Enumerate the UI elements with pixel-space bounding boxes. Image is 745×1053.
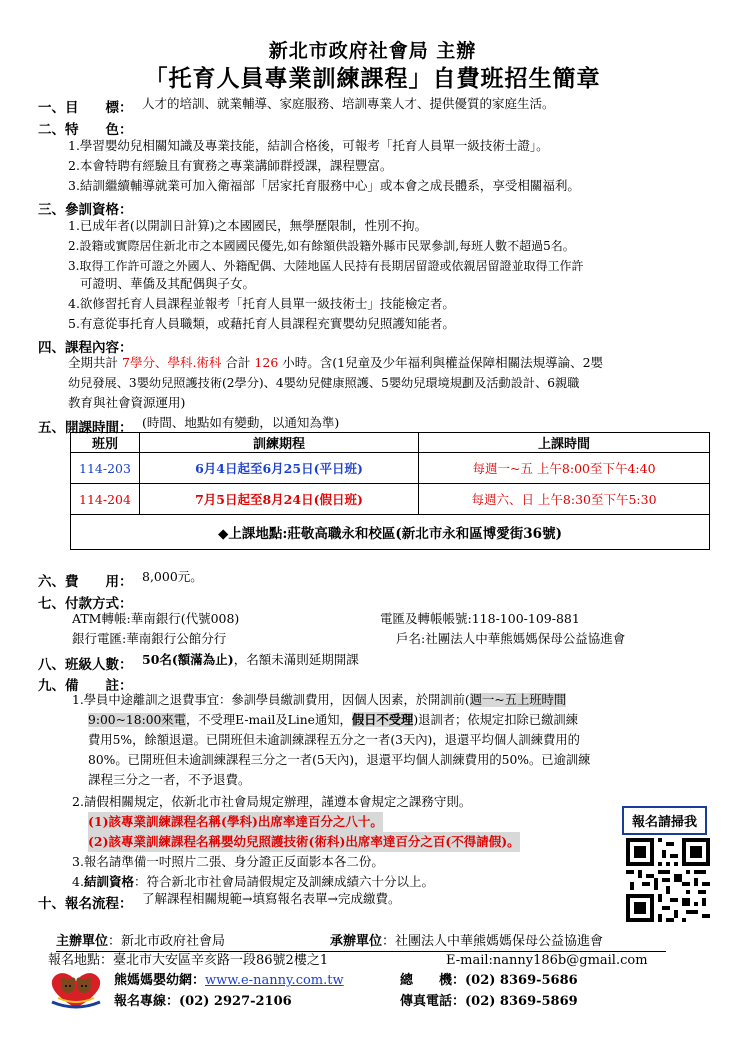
- payment-bank: 銀行電匯:華南銀行公館分行: [72, 631, 227, 646]
- course-text: 小時。含(1兒童及少年福利與權益保障相關法規導論、2嬰: [282, 355, 604, 370]
- fax-label: 傳真電話：: [400, 994, 466, 1009]
- fee-value: 8,000元。: [142, 569, 203, 584]
- registration-phone-label: 報名專線：: [114, 994, 180, 1009]
- payment-atm: ATM轉帳:華南銀行(代號008): [72, 611, 240, 626]
- registration-phone-number: (02) 2927-2106: [179, 994, 292, 1009]
- refund-line: [88, 710, 578, 730]
- class-period: 7月5日起至8月24日(假日班): [140, 484, 419, 515]
- section-3-item: 3.取得工作許可證之外國人、外籍配偶、大陸地區人民持有長期居留證或依親居留證並取得工作許: [68, 259, 584, 273]
- class-period: 6月4日起至6月25日(平日班): [140, 453, 419, 484]
- organizer-title: 新北市政府社會局 主辦: [268, 40, 477, 62]
- section-3-heading: 三、參訓資格：: [38, 202, 133, 218]
- registration-phone-line: [114, 992, 292, 1012]
- section-2-item: 3.結訓繼續輔導就業可加入衛福部「居家托育服務中心」或本會之成長體系，享受相關福利。: [68, 178, 580, 193]
- course-text: 全期共計: [68, 355, 119, 370]
- section-7-heading: 七、付款方式：: [38, 596, 133, 612]
- class-size: 50名(額滿為止): [142, 652, 234, 667]
- refund-text: 1.學員中途離訓之退費事宜：參訓學員繳訓費用，因個人因素，於開訓前(: [72, 693, 470, 707]
- table-row: [71, 515, 710, 550]
- refund-highlight: 9:00~18:00來電: [88, 713, 186, 727]
- switchboard-number: (02) 8369-5686: [465, 973, 578, 988]
- contact-email: E-mail:nanny186b@gmail.com: [446, 953, 648, 968]
- registration-qr-code[interactable]: [626, 838, 710, 922]
- col-period: 訓練期程: [140, 433, 419, 453]
- payment-holder: 戶名:社團法人中華熊媽媽保母公益協進會: [396, 631, 626, 646]
- page-title: 「托育人員專業訓練課程」自費班招生簡章: [144, 65, 601, 92]
- section-5-heading: 五、開課時間：: [38, 420, 133, 436]
- section-3-item: 1.已成年者(以開訓日計算)之本國國民，無學歷限制，性別不拘。: [68, 218, 428, 233]
- table-row: [71, 453, 710, 484]
- exec-value: ：社團法人中華熊媽媽保母公益協進會: [382, 934, 604, 949]
- graduation-label: 結訓資格: [83, 874, 134, 889]
- fax-number: (02) 8369-5869: [465, 994, 578, 1009]
- section-3-item: 2.設籍或實際居住新北市之本國國民優先,如有餘額供設籍外縣市民眾參訓,每班人數不超過5名。: [68, 239, 575, 253]
- fax-line: [400, 992, 578, 1012]
- refund-line: [72, 690, 566, 710]
- section-5-note: (時間、地點如有變動，以通知為準): [142, 415, 340, 430]
- graduation-text: 4.: [72, 874, 84, 889]
- attendance-rule-2: (2)該專業訓練課程名稱嬰幼兒照護技術(術科)出席率達百分之百(不得請假)。: [88, 832, 520, 852]
- section-6-heading: 六、費 用：: [38, 574, 133, 590]
- class-time: 每週六、日 上午8:30至下午5:30: [419, 484, 710, 515]
- host-unit: [56, 932, 225, 952]
- course-hours: 126: [254, 355, 279, 370]
- refund-line: 80%。已開班但未逾訓練課程三分之一者(5天內)，退還平均個人訓練費用的50%。已逾訓練: [88, 753, 591, 767]
- class-size-note: ，名額未滿則延期開課: [233, 652, 359, 667]
- attendance-rule-1: (1)該專業訓練課程名稱(學科)出席率達百分之八十。: [88, 812, 383, 832]
- refund-text: )退訓者；依規定扣除已繳訓練: [413, 713, 579, 727]
- refund-line: 費用5%，餘額退還。已開班但未逾訓練課程五分之一者(3天內)，退還平均個人訓練費用的: [88, 733, 580, 747]
- course-summary-line: [68, 353, 603, 373]
- section-2-heading: 二、特 色：: [38, 122, 133, 138]
- refund-line: 課程三分之一者，不予退費。: [88, 772, 251, 787]
- course-text: 合計: [225, 355, 251, 370]
- switchboard-line: [400, 971, 578, 991]
- class-code: 114-204: [71, 484, 140, 515]
- refund-text: ，不受理E-mail及Line通知，: [185, 713, 352, 727]
- host-value: ：新北市政府社會局: [108, 934, 226, 949]
- leave-rule: 2.請假相關規定，依新北市社會局規定辦理，謹遵本會規定之課務守則。: [72, 794, 472, 809]
- section-8-heading: 八、班級人數：: [38, 657, 133, 673]
- course-line: 幼兒發展、3嬰幼兒照護技術(2學分)、4嬰幼兒健康照護、5嬰幼兒環境規劃及活動設計、6親職: [68, 376, 580, 390]
- registration-docs: 3.報名請準備一吋照片二張、身分證正反面影本各二份。: [72, 854, 384, 869]
- website-line: [114, 971, 344, 991]
- class-time: 每週一~五 上午8:00至下午4:40: [419, 453, 710, 484]
- section-3-item: 4.欲修習托育人員課程並報考「托育人員單一級技術士」技能檢定者。: [68, 296, 455, 311]
- refund-highlight: 假日不受理: [351, 712, 414, 727]
- host-label: 主辦單位: [56, 934, 109, 949]
- switchboard-label: 總 機：: [400, 973, 466, 988]
- section-3-item-cont: 可證明、華僑及其配偶與子女。: [80, 276, 256, 291]
- graduation-text: ：符合新北市社會局請假規定及訓練成績六十分以上。: [133, 874, 434, 889]
- section-4-heading: 四、課程內容：: [38, 340, 133, 356]
- refund-highlight: 週一~五上班時間: [469, 693, 567, 707]
- section-1-text: 人才的培訓、就業輔導、家庭服務、培訓專業人才、提供優質的家庭生活。: [142, 96, 555, 111]
- registration-address: 報名地點：臺北市大安區辛亥路一段86號2樓之1: [48, 953, 329, 968]
- col-class: 班別: [71, 433, 140, 453]
- registration-process: 了解課程相關規範→填寫報名表單→完成繳費。: [142, 891, 401, 906]
- bear-mama-logo: [44, 968, 108, 1012]
- table-row: [71, 484, 710, 515]
- course-credits: 7學分、學科.術科: [122, 355, 222, 370]
- payment-account: 電匯及轉帳帳號:118-100-109-881: [380, 611, 580, 626]
- table-header-row: [71, 433, 710, 453]
- col-time: 上課時間: [419, 433, 710, 453]
- exec-label: 承辦單位: [330, 934, 383, 949]
- section-2-item: 1.學習嬰幼兒相關知識及專業技能，結訓合格後，可報考「托育人員單一級技術士證」。: [68, 138, 549, 153]
- section-10-heading: 十、報名流程：: [38, 896, 133, 912]
- class-location: ◆上課地點:莊敬高職永和校區(新北市永和區博愛街36號): [71, 515, 710, 550]
- qr-label: 報名請掃我: [622, 806, 707, 835]
- section-2-item: 2.本會特聘有經驗且有實務之專業講師群授課，課程豐富。: [68, 158, 393, 173]
- section-9-heading: 九、備 註：: [38, 678, 133, 694]
- section-3-item: 5.有意從事托育人員職類，或藉托育人員課程充實嬰幼兒照護知能者。: [68, 316, 455, 331]
- website-link[interactable]: www.e-nanny.com.tw: [205, 973, 344, 988]
- website-label: 熊媽媽嬰幼網：: [114, 973, 206, 988]
- course-line: 教育與社會資源運用): [68, 395, 186, 410]
- class-schedule-table: [70, 432, 710, 550]
- exec-unit: [330, 932, 603, 952]
- class-code: 114-203: [71, 453, 140, 484]
- class-size-line: [142, 650, 359, 670]
- section-1-heading: 一、目 標：: [38, 100, 133, 116]
